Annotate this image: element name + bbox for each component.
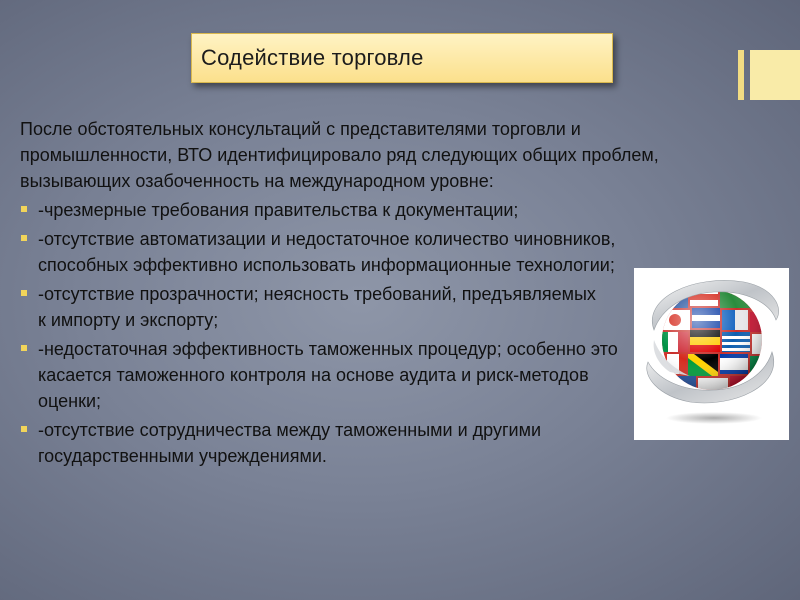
globe-illustration: [634, 268, 789, 440]
bullet-text: -недостаточная эффективность таможенных процедур; особенно это касается таможенного контроля на основе аудита и риск-методов оценки;: [38, 339, 618, 411]
bullet-text: -чрезмерные требования правительства к документации;: [38, 200, 519, 220]
bullet-text: -отсутствие сотрудничества между таможенными и другими государственными учреждениями.: [38, 420, 542, 466]
decorative-bars: [738, 50, 800, 100]
bullet-item: [20, 197, 670, 223]
slide-title: Содействие торговле: [201, 45, 424, 70]
bullet-text: -отсутствие прозрачности; неясность требований, предъявляемых к импорту и экспорту;: [38, 284, 596, 330]
square-bullet-icon: [21, 206, 27, 212]
square-bullet-icon: [21, 345, 27, 351]
decorative-bar-thick: [750, 50, 800, 100]
bullet-item: [20, 336, 670, 414]
square-bullet-icon: [21, 235, 27, 241]
bullet-item: [20, 417, 670, 469]
square-bullet-icon: [21, 290, 27, 296]
bullet-item: [20, 226, 670, 278]
slide-body: [20, 116, 670, 469]
bullet-text: -отсутствие автоматизации и недостаточное количество чиновников, способных эффективно использовать информационные технологии;: [38, 229, 616, 275]
bullet-item: [20, 281, 670, 333]
title-box: [191, 33, 613, 83]
square-bullet-icon: [21, 426, 27, 432]
intro-paragraph: После обстоятельных консультаций с представителями торговли и промышленности, ВТО идентифицировало ряд следующих общих проблем, вызывающих озабоченность на международном уровне:: [20, 119, 659, 191]
flags-globe-icon: [634, 268, 789, 440]
decorative-bar-thin: [738, 50, 744, 100]
bullet-list: [20, 197, 670, 469]
